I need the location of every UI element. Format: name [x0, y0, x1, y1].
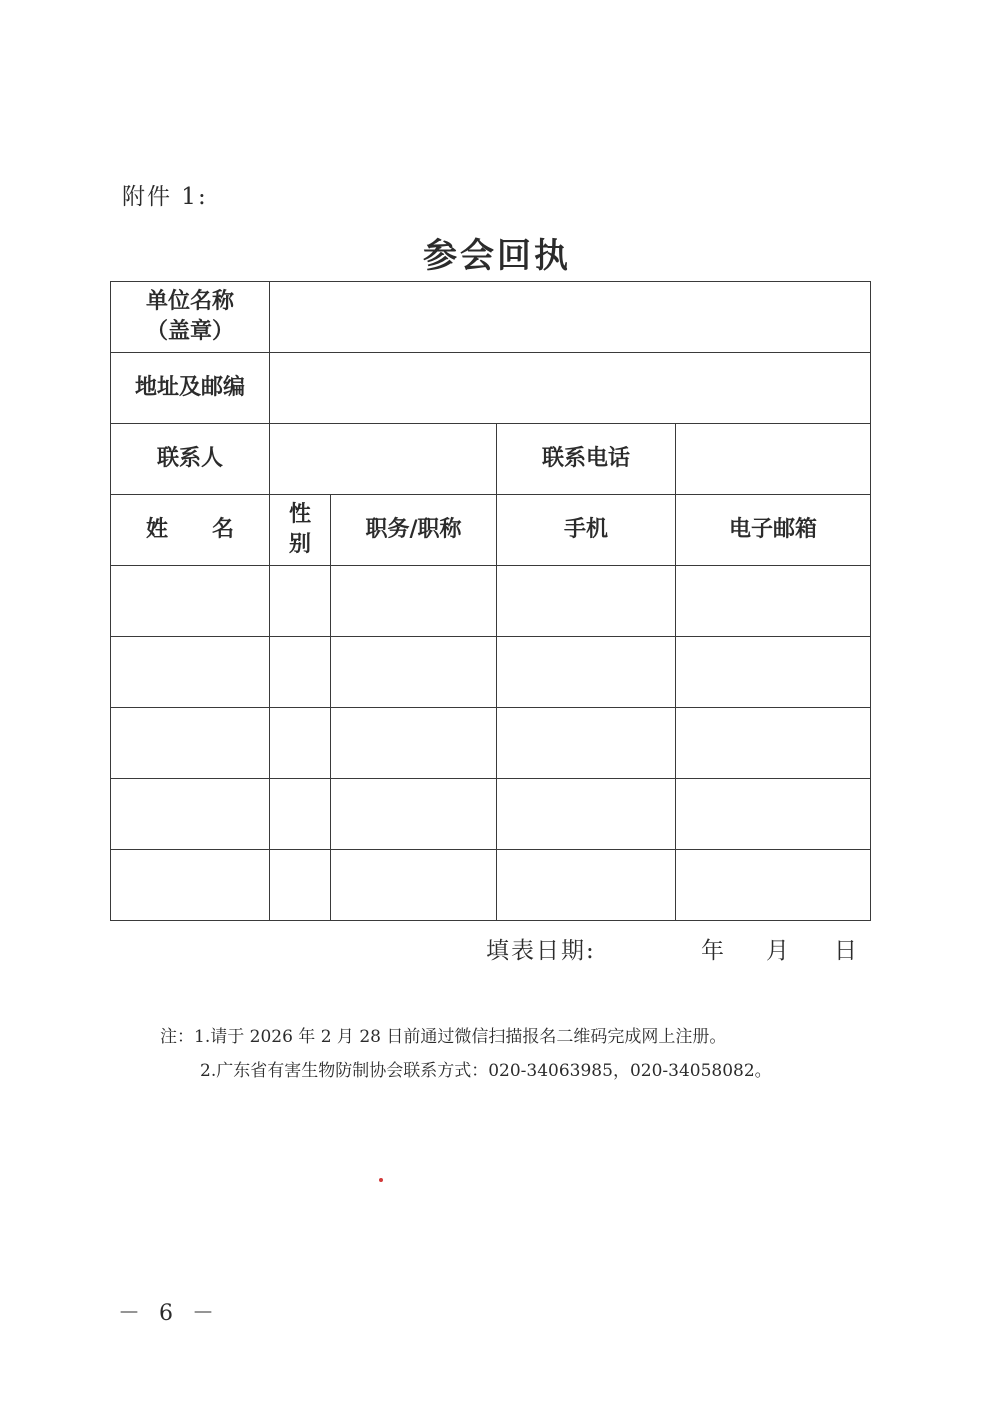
org-name-label-line2: （盖章） — [145, 318, 234, 344]
org-name-label — [111, 282, 270, 353]
position-cell[interactable] — [331, 779, 497, 850]
org-name-field[interactable] — [270, 282, 871, 353]
email-cell[interactable] — [676, 566, 871, 637]
org-name-row — [111, 282, 871, 353]
email-cell[interactable] — [676, 708, 871, 779]
header-row — [111, 495, 871, 566]
table-row — [111, 850, 871, 921]
gender-cell[interactable] — [270, 637, 331, 708]
name-cell[interactable] — [111, 708, 270, 779]
gender-cell[interactable] — [270, 779, 331, 850]
org-name-label-line1: 单位名称 — [145, 288, 234, 315]
header-position: 职务/职称 — [331, 495, 497, 566]
name-cell[interactable] — [111, 779, 270, 850]
name-cell[interactable] — [111, 566, 270, 637]
name-cell[interactable] — [111, 637, 270, 708]
note-1: 注：1.请于 2026 年 2 月 28 日前通过微信扫描报名二维码完成网上注册。 — [160, 1027, 727, 1047]
address-label: 地址及邮编 — [111, 353, 270, 424]
table-row — [111, 637, 871, 708]
notes — [160, 1020, 772, 1088]
mobile-cell[interactable] — [497, 850, 676, 921]
fill-date-day: 日 — [834, 938, 859, 964]
address-field[interactable] — [270, 353, 871, 424]
attachment-label: 附件 1: — [122, 184, 208, 210]
registration-form-table — [110, 281, 871, 921]
header-gender-line2: 别 — [288, 531, 311, 557]
table-row — [111, 708, 871, 779]
contact-phone-label: 联系电话 — [497, 424, 676, 495]
table-row — [111, 566, 871, 637]
mobile-cell[interactable] — [497, 708, 676, 779]
table-row — [111, 779, 871, 850]
header-gender — [270, 495, 331, 566]
mobile-cell[interactable] — [497, 637, 676, 708]
red-mark — [379, 1178, 383, 1182]
header-mobile: 手机 — [497, 495, 676, 566]
header-gender-line1: 性 — [288, 501, 311, 528]
note-2: 2.广东省有害生物防制协会联系方式：020-34063985，020-34058082。 — [200, 1061, 772, 1081]
form-title: 参会回执 — [423, 236, 571, 276]
position-cell[interactable] — [331, 566, 497, 637]
gender-cell[interactable] — [270, 566, 331, 637]
position-cell[interactable] — [331, 850, 497, 921]
name-cell[interactable] — [111, 850, 270, 921]
contact-person-field[interactable] — [270, 424, 497, 495]
gender-cell[interactable] — [270, 850, 331, 921]
contact-row — [111, 424, 871, 495]
mobile-cell[interactable] — [497, 779, 676, 850]
mobile-cell[interactable] — [497, 566, 676, 637]
gender-cell[interactable] — [270, 708, 331, 779]
position-cell[interactable] — [331, 708, 497, 779]
fill-date-label: 填表日期: — [486, 938, 596, 964]
fill-date-year: 年 — [701, 938, 726, 964]
address-row — [111, 353, 871, 424]
email-cell[interactable] — [676, 850, 871, 921]
header-name: 姓 名 — [111, 495, 270, 566]
contact-person-label: 联系人 — [111, 424, 270, 495]
position-cell[interactable] — [331, 637, 497, 708]
fill-date-month: 月 — [766, 938, 791, 964]
header-email: 电子邮箱 — [676, 495, 871, 566]
email-cell[interactable] — [676, 779, 871, 850]
page-number: － 6 － — [118, 1301, 220, 1326]
email-cell[interactable] — [676, 637, 871, 708]
contact-phone-field[interactable] — [676, 424, 871, 495]
